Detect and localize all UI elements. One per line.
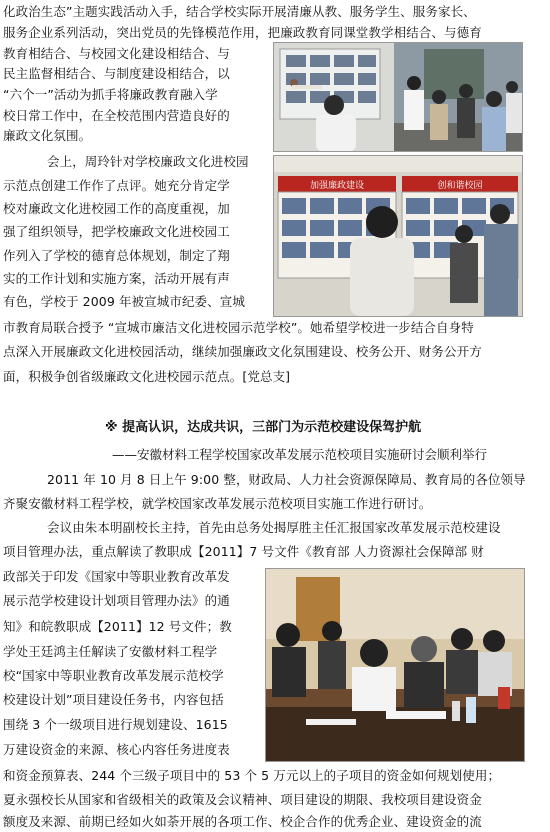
section-heading: ※ 提高认识，达成共识，三部门为示范校建设保驾护航 (105, 420, 422, 435)
photo-display-boards-image (274, 156, 522, 316)
paragraph-line: 教育相结合、与校园文化建设相结合、与 (3, 46, 230, 61)
paragraph-line: 围绕 3 个一级项目进行规划建设、1615 (3, 717, 228, 732)
paragraph-line: 实的工作计划和实施方案，活动开展有声 (3, 271, 230, 286)
paragraph-line: 会上，周玲针对学校廉政文化进校园 (47, 154, 249, 169)
paragraph-line: 校日常工作中，在全校范围内营造良好的 (3, 108, 230, 123)
paragraph-line: 服务企业系列活动，突出党员的先锋模范作用，把廉政教育同课堂教学相结合、与德育 (3, 25, 482, 40)
photo-meeting-image (266, 569, 524, 761)
paragraph-line: 示范点创建工作作了点评。她充分肯定学 (3, 178, 230, 193)
paragraph-line: 学处王廷鸿主任解读了安徽材料工程学 (3, 644, 218, 659)
paragraph-line: 额度及来源、前期已经如火如荼开展的各项工作、校企合作的优秀企业、建设资金的流 (3, 814, 482, 829)
paragraph-line: 有色，学校于 2009 年被宣城市纪委、宣城 (3, 294, 245, 309)
paragraph-line: 和资金预算表、244 个三级子项目中的 53 个 5 万元以上的子项目的资金如何规划使用； (3, 768, 501, 783)
paragraph-line: 化政治生态”主题实践活动入手，结合学校实际开展清廉从教、服务学生、服务家长、 (3, 4, 476, 19)
paragraph-line: 校对廉政文化进校园工作的高度重视，加 (3, 201, 230, 216)
paragraph-line: 校建设计划”项目建设任务书，内容包括 (3, 692, 224, 707)
paragraph-line: 廉政文化氛围。 (3, 128, 92, 143)
left-banner-text: 加强廉政建设 (309, 181, 365, 191)
paragraph-line: 万建设资金的来源、核心内容任务进度表 (3, 742, 230, 757)
paragraph-line: 面，积极争创省级廉政文化进校园示范点。[党总支] (3, 369, 291, 384)
paragraph-line: 政部关于印发《国家中等职业教育改革发 (3, 569, 230, 584)
paragraph-line: 民主监督相结合、与制度建设相结合，以 (3, 66, 230, 81)
paragraph-line: 强了组织领导，把学校廉政文化进校园工 (3, 224, 230, 239)
paragraph-line: 点深入开展廉政文化进校园活动，继续加强廉政文化氛围建设、校务公开、财务公开方 (3, 344, 482, 359)
paragraph-line: 齐聚安徽材料工程学校，就学校国家改革发展示范校项目实施工作进行研讨。 (3, 496, 432, 511)
paragraph-line: 市教育局联合授予 “宣城市廉洁文化进校园示范学校”。她希望学校进一步结合自身特 (3, 320, 474, 335)
paragraph-line: 作列入了学校的德育总体规划，制定了翔 (3, 248, 230, 263)
paragraph-line: 知》和皖教职成【2011】12 号文件；教 (3, 619, 232, 634)
paragraph-line: 展示范学校建设计划项目管理办法》的通 (3, 593, 230, 608)
photo-meeting (265, 568, 525, 762)
photo-bulletin-board-image (274, 43, 522, 151)
paragraph-line: 夏永强校长从国家和省级相关的政策及会议精神、项目建设的期限、我校项目建设资金 (3, 792, 482, 807)
paragraph-line: 会议由朱本明副校长主持，首先由总务处揭厚胜主任汇报国家改革发展示范校建设 (47, 520, 501, 535)
photo-display-boards (273, 155, 523, 317)
section-subheading: ——安徽材料工程学校国家改革发展示范校项目实施研讨会顺利举行 (112, 447, 488, 462)
paragraph-line: 项目管理办法，重点解读了教职成【2011】7 号文件《教育部 人力资源社会保障部 财 (3, 544, 484, 559)
photo-bulletin-board-visit (273, 42, 523, 152)
paragraph-line: “六个一”活动为抓手将廉政教育融入学 (3, 87, 218, 102)
paragraph-line: 2011 年 10 月 8 日上午 9:00 整，财政局、人力社会资源保障局、教育局的各位领导 (47, 472, 526, 487)
right-banner-text: 创和谐校园 (437, 181, 483, 191)
paragraph-line: 校“国家中等职业教育改革发展示范校学 (3, 668, 224, 683)
